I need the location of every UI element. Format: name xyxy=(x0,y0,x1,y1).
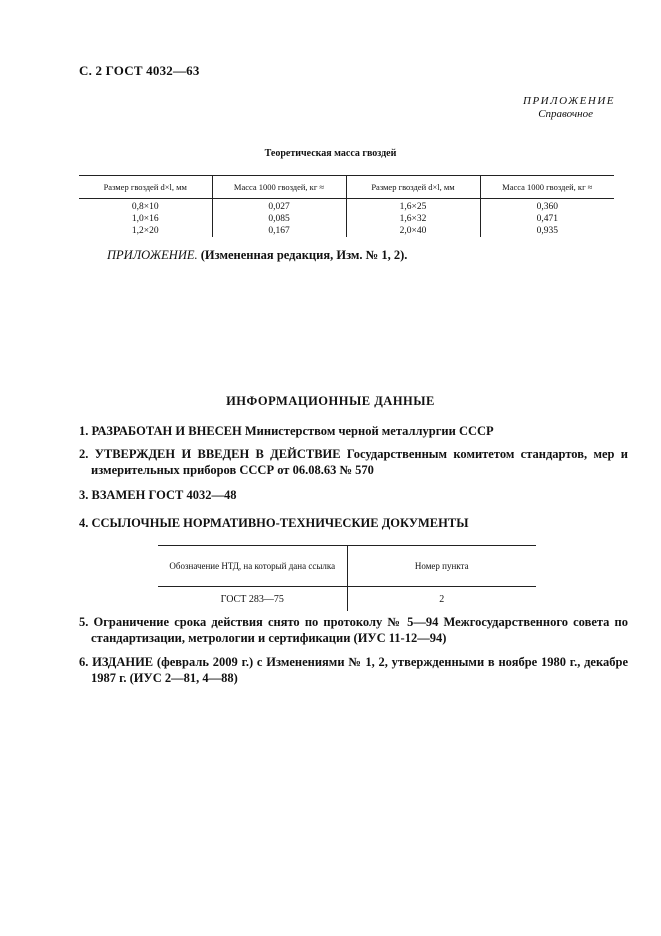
table-cell: 0,085 xyxy=(212,213,346,225)
table-cell: 0,935 xyxy=(480,225,614,237)
info-item-references: 4. ССЫЛОЧНЫЕ НОРМАТИВНО-ТЕХНИЧЕСКИЕ ДОКУМЕНТЫ xyxy=(79,516,469,530)
table-cell: 2,0×40 xyxy=(346,225,480,237)
appendix-subtitle: Справочное xyxy=(538,108,593,120)
table-row xyxy=(79,213,614,225)
page-header: С. 2 ГОСТ 4032—63 xyxy=(79,63,200,78)
table-cell: 0,471 xyxy=(480,213,614,225)
table-cell: 2 xyxy=(347,587,536,612)
table-cell: ГОСТ 283—75 xyxy=(220,593,284,605)
table-row xyxy=(79,199,614,214)
appendix-revision-note xyxy=(107,248,407,263)
info-item-expiry-removed: 5. Ограничение срока действия снято по протоколу № 5—94 Межгосударственного совета по стандартизации, метрологии и сертификации (ИУС 11-12—94) xyxy=(79,615,628,645)
column-header: Обозначение НТД, на который дана ссылка xyxy=(158,546,347,587)
table-cell: 1,2×20 xyxy=(131,226,159,236)
table-cell: 1,6×32 xyxy=(346,213,480,225)
table-row xyxy=(79,225,614,237)
appendix-note-text: (Измененная редакция, Изм. № 1, 2). xyxy=(197,248,408,262)
table-row xyxy=(158,587,536,612)
table-caption: Теоретическая масса гвоздей xyxy=(264,148,397,159)
column-header: Размер гвоздей d×l, мм xyxy=(79,176,212,199)
info-item-approved: 2. УТВЕРЖДЕН И ВВЕДЕН В ДЕЙСТВИЕ Государственным комитетом стандартов, мер и измерительных приборов СССР от 06.08.63 № 570 xyxy=(79,447,628,477)
column-header: Масса 1000 гвоздей, кг ≈ xyxy=(480,176,614,199)
column-header: Размер гвоздей d×l, мм xyxy=(346,176,480,199)
column-header: Номер пункта xyxy=(347,546,536,587)
table-cell: 0,167 xyxy=(212,225,346,237)
info-item-developed: 1. РАЗРАБОТАН И ВНЕСЕН Министерством черной металлургии СССР xyxy=(79,424,494,438)
table-header-row xyxy=(79,176,614,199)
table-header-row xyxy=(158,546,536,587)
table-cell: 0,360 xyxy=(480,199,614,214)
info-item-edition: 6. ИЗДАНИЕ (февраль 2009 г.) с Изменениями № 1, 2, утвержденными в ноябре 1980 г., декабре 1987 г. (ИУС 2—81, 4—88) xyxy=(79,655,628,685)
reference-docs-table xyxy=(158,545,536,611)
table-cell: 0,027 xyxy=(212,199,346,214)
info-item-replaces: 3. ВЗАМЕН ГОСТ 4032—48 xyxy=(79,488,237,502)
nail-mass-table xyxy=(79,175,614,237)
table-cell: 1,0×16 xyxy=(131,214,159,224)
appendix-title: ПРИЛОЖЕНИЕ xyxy=(523,95,615,107)
info-section-title: ИНФОРМАЦИОННЫЕ ДАННЫЕ xyxy=(226,394,435,408)
appendix-note-label: ПРИЛОЖЕНИЕ. xyxy=(107,248,198,262)
table-cell: 1,6×25 xyxy=(346,199,480,214)
column-header: Масса 1000 гвоздей, кг ≈ xyxy=(212,176,346,199)
table-cell: 0,8×10 xyxy=(131,202,159,212)
